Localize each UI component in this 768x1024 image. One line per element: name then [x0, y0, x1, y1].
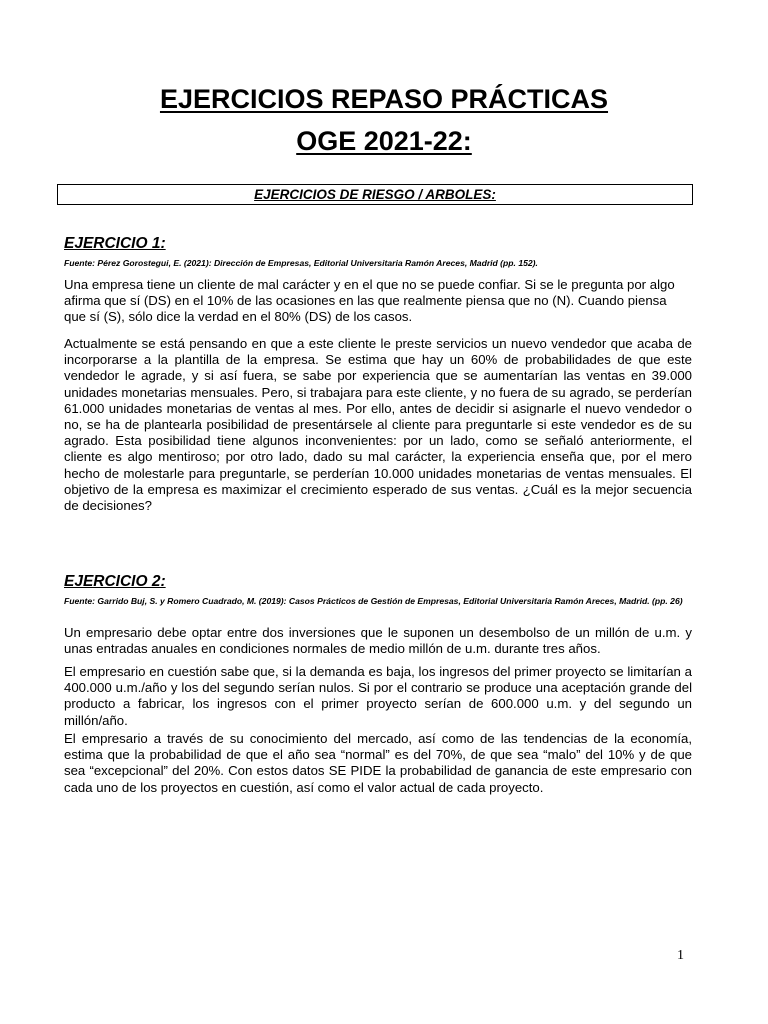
exercise2-paragraph-2: El empresario en cuestión sabe que, si la demanda es baja, los ingresos del primer proyecto se limitarían a 400.000 u.m./año y los del segundo serían nulos. Si por el contrario se produce una aceptación grande del producto a fabricar, los ingresos con el primer proyecto serían de 600.000 u.m. y del segundo un millón/año. — [64, 664, 692, 728]
document-title-line1: EJERCICIOS REPASO PRÁCTICAS — [159, 84, 609, 114]
exercise2-paragraph-1: Un empresario debe optar entre dos inversiones que le suponen un desembolso de un millón de u.m. y unas entradas anuales en condiciones normales de medio millón de u.m. durante tres años. — [64, 625, 692, 657]
page-number: 1 — [677, 948, 684, 963]
exercise2-paragraph-3: El empresario a través de su conocimiento del mercado, así como de las tendencias de la economía, estima que la probabilidad de que el año sea “normal” es del 70%, de que sea “malo” del 10% y de que sea “excepcional” del 20%. Con estos datos SE PIDE la probabilidad de ganancia de este empresario con cada uno de los proyectos en cuestión, así como el valor actual de cada proyecto. — [64, 731, 692, 795]
document-title-line2: OGE 2021-22: — [296, 126, 472, 156]
exercise1-source: Fuente: Pérez Gorostegui, E. (2021): Dirección de Empresas, Editorial Universitaria Ramón Areces, Madrid (pp. 152). — [64, 258, 538, 268]
section-heading-box: EJERCICIOS DE RIESGO / ARBOLES: — [57, 184, 693, 205]
exercise1-paragraph-2: Actualmente se está pensando en que a este cliente le preste servicios un nuevo vendedor que acaba de incorporarse a la plantilla de la empresa. Se estima que hay un 60% de probabilidades de que este vendedor le agrade, y si así fuera, se sabe por experiencia que se aumentarían las ventas en 39.000 unidades monetarias mensuales. Pero, si trabajara para este cliente, y no fuera de su agrado, se perderían 61.000 unidades monetarias de ventas al mes. Por ello, antes de decidir si asignarle el nuevo vendedor o no, se ha de plantearla posibilidad de presentársele al cliente para preguntarle si este vendedor es de su agrado. Esta posibilidad tiene algunos inconvenientes: por un lado, como se señaló anteriormente, el cliente es algo mentiroso; por otro lado, dado su mal carácter, la experiencia enseña que, por el mero hecho de molestarle para preguntarle, se perderían 10.000 unidades monetarias de ventas mensuales. El objetivo de la empresa es maximizar el crecimiento esperado de sus ventas. ¿Cuál es la mejor secuencia de decisiones? — [64, 336, 692, 514]
exercise1-heading: EJERCICIO 1: — [64, 235, 166, 252]
exercise2-heading: EJERCICIO 2: — [64, 573, 166, 590]
exercise1-paragraph-1: Una empresa tiene un cliente de mal carácter y en el que no se puede confiar. Si se le pregunta por algo afirma que sí (DS) en el 10% de las ocasiones en las que realmente piensa que no (N). Cuando piensa que sí (S), sólo dice la verdad en el 80% (DS) de los casos. — [64, 277, 675, 325]
exercise2-source: Fuente: Garrido Buj, S. y Romero Cuadrado, M. (2019): Casos Prácticos de Gestión de Empresas, Editorial Universitaria Ramón Areces, Madrid. (pp. 26) — [64, 596, 683, 606]
